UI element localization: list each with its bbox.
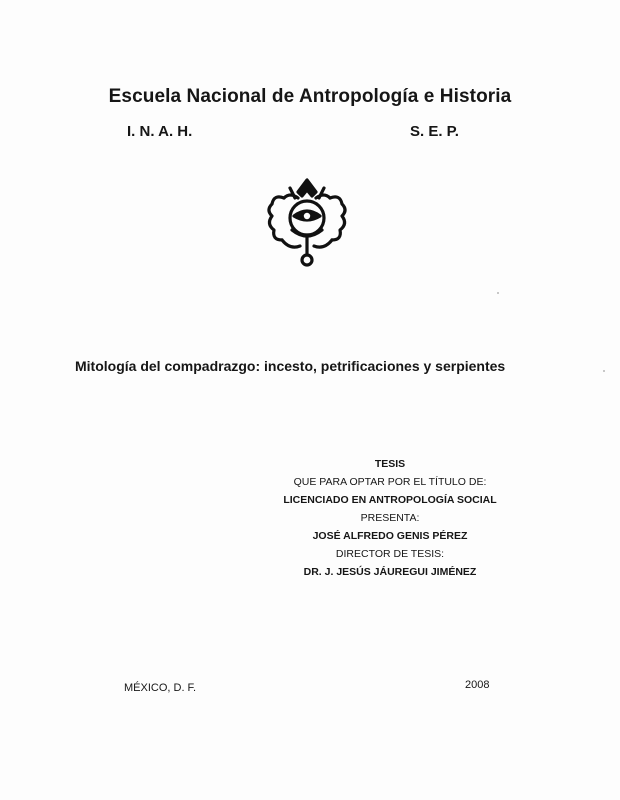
degree-purpose: QUE PARA OPTAR POR EL TÍTULO DE:: [293, 476, 487, 488]
thesis-info-block: [270, 455, 510, 581]
presents-label: PRESENTA:: [360, 512, 420, 524]
director-label: DIRECTOR DE TESIS:: [335, 548, 445, 560]
inah-abbrev: I. N. A. H.: [127, 123, 193, 140]
institution-name: Escuela Nacional de Antropología e Historia: [108, 86, 512, 107]
scan-speck: [603, 370, 605, 372]
publication-year: 2008: [465, 679, 490, 691]
enah-glyph-logo-icon: [262, 176, 352, 268]
director-name: DR. J. JESÚS JÁUREGUI JIMÉNEZ: [303, 566, 477, 578]
sep-abbrev: S. E. P.: [410, 123, 459, 140]
degree-name: LICENCIADO EN ANTROPOLOGÍA SOCIAL: [283, 494, 497, 506]
author-name: JOSÉ ALFREDO GENIS PÉREZ: [312, 530, 468, 542]
thesis-label: TESIS: [374, 458, 406, 470]
place-of-publication: MÉXICO, D. F.: [124, 682, 197, 694]
thesis-title: Mitología del compadrazgo: incesto, petrificaciones y serpientes: [75, 358, 506, 374]
scan-speck: [497, 292, 499, 294]
